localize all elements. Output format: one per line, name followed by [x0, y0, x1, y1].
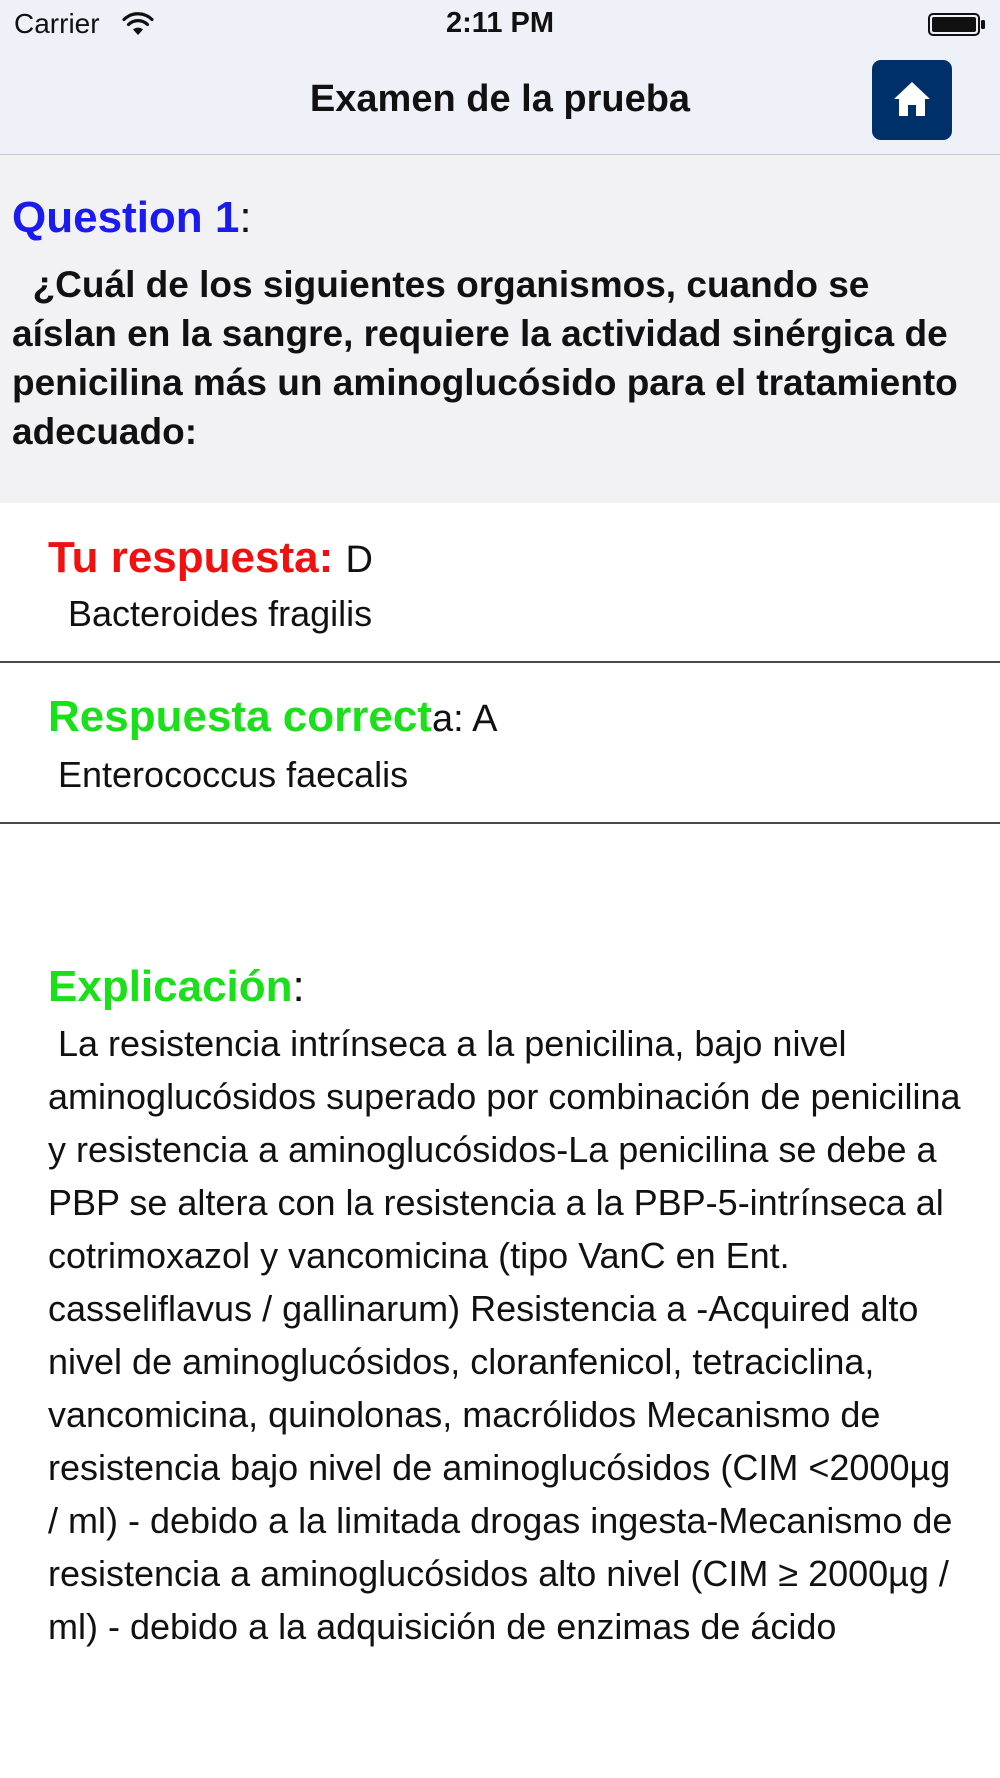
your-answer-row	[0, 505, 1000, 662]
explanation-label: Explicación	[48, 962, 293, 1011]
carrier-label: Carrier	[14, 8, 100, 39]
correct-answer-row	[0, 664, 1000, 822]
navigation-bar	[0, 50, 1000, 155]
explanation-colon: :	[292, 962, 305, 1011]
your-answer-label-line	[48, 533, 373, 583]
question-text: ¿Cuál de los siguientes organismos, cuando se aíslan en la sangre, requiere la actividad sinérgica de penicilina más un aminoglucósido para el tratamiento adecuado:	[12, 264, 969, 452]
home-icon	[892, 79, 932, 119]
question-heading	[12, 193, 252, 243]
your-answer-text: Bacteroides fragilis	[48, 593, 373, 634]
correct-answer-label: Respuesta correct	[48, 692, 432, 741]
home-button[interactable]	[872, 60, 952, 140]
divider	[0, 661, 1000, 663]
your-answer-label: Tu respuesta:	[48, 533, 346, 582]
your-answer-letter: D	[345, 539, 373, 581]
question-block	[0, 155, 1000, 503]
explanation-text: La resistencia intrínseca a la penicilina, bajo nivel aminoglucósidos superado por combinación de penicilina y resistencia a aminoglucósidos-La penicilina se debe a PBP se altera con la resistencia a la PBP-5-intrínseca al cotrimoxazol y vancomicina (tipo VanC en Ent. casseliflavus / gallinarum) Resistencia a -Acquired alto nivel de aminoglucósidos, cloranfenicol, tetraciclina, vancomicina, quinolonas, macrólidos Mecanismo de resistencia bajo nivel de aminoglucósidos (CIM <2000µg / ml) - debido a la limitada drogas ingesta-Mecanismo de resistencia a aminoglucósidos alto nivel (CIM ≥ 2000µg / ml) - debido a la adquisición de enzimas de ácido	[48, 1023, 971, 1647]
divider	[0, 822, 1000, 824]
battery-icon	[928, 12, 986, 37]
correct-answer-label-line	[48, 692, 497, 742]
status-bar	[0, 0, 1000, 50]
page-title: Examen de la prueba	[309, 78, 691, 120]
clock: 2:11 PM	[446, 7, 554, 39]
correct-answer-text: Enterococcus faecalis	[48, 754, 409, 795]
explanation-heading	[48, 962, 305, 1012]
correct-answer-letter: a: A	[431, 698, 498, 740]
question-colon: :	[239, 193, 252, 242]
question-number: Question 1	[12, 193, 240, 242]
